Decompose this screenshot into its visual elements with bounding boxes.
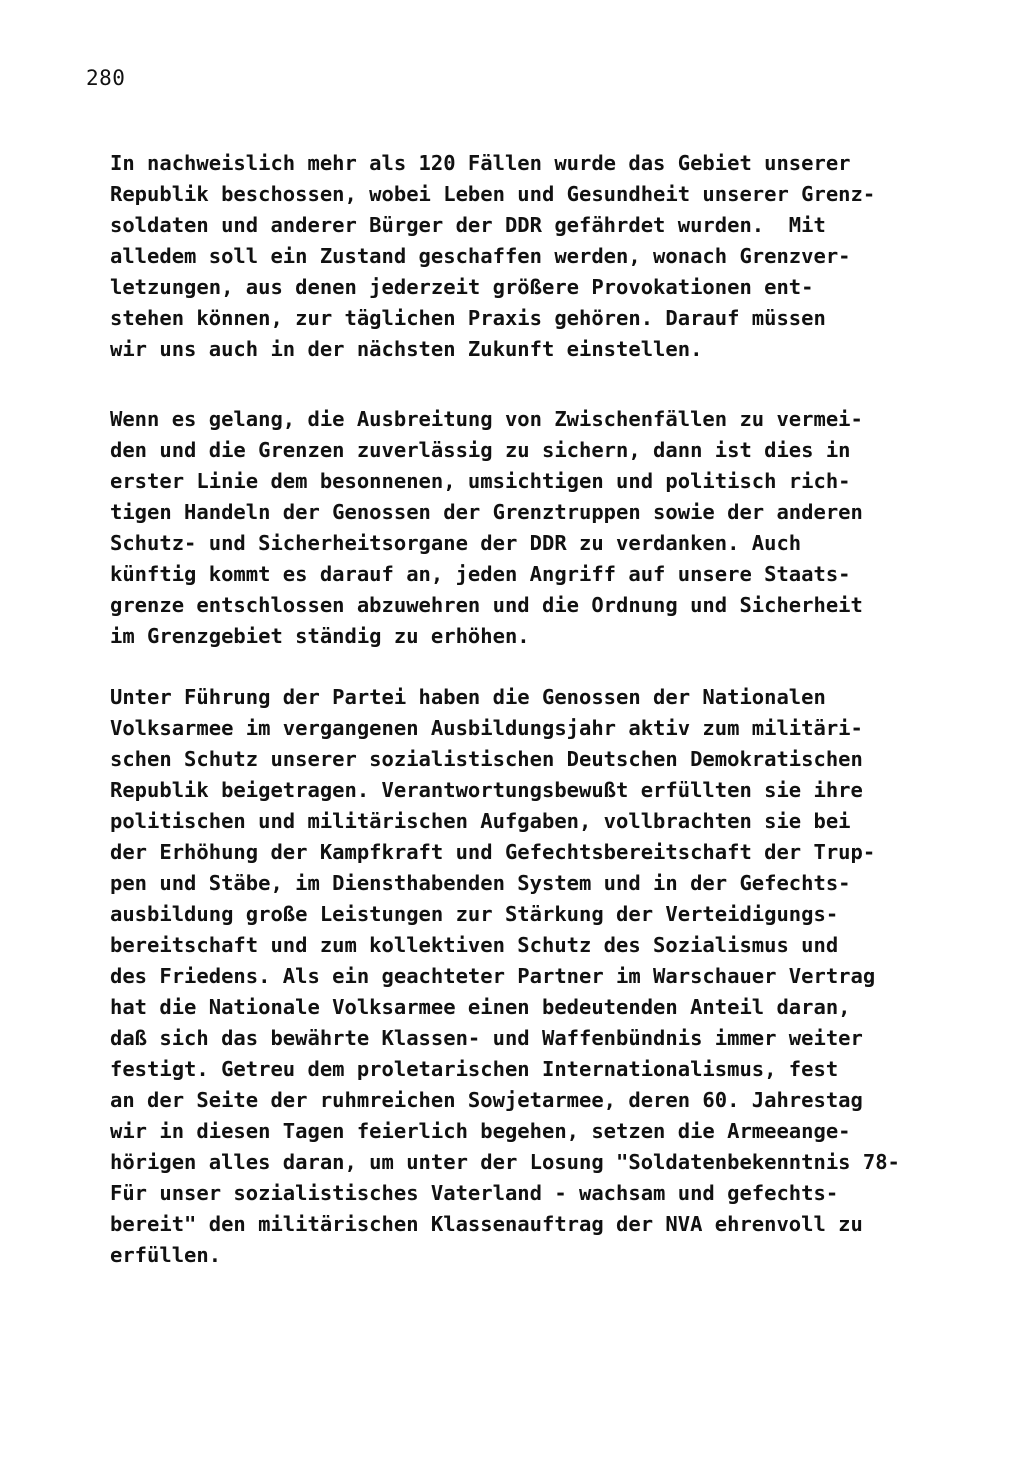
text-line: festigt. Getreu dem proletarischen Internationalismus, fest	[110, 1057, 839, 1081]
text-line: Unter Führung der Partei haben die Genossen der Nationalen	[110, 685, 826, 709]
text-line: Republik beigetragen. Verantwortungsbewußt erfüllten sie ihre	[110, 778, 863, 802]
text-line: erfüllen.	[110, 1243, 222, 1267]
text-line: den und die Grenzen zuverlässig zu sichern, dann ist dies in	[110, 438, 851, 462]
text-line: soldaten und anderer Bürger der DDR gefährdet wurden. Mit	[110, 213, 826, 237]
text-line: pen und Stäbe, im Diensthabenden System und in der Gefechts-	[110, 871, 851, 895]
text-line: hat die Nationale Volksarmee einen bedeutenden Anteil daran,	[110, 995, 851, 1019]
text-line: der Erhöhung der Kampfkraft und Gefechtsbereitschaft der Trup-	[110, 840, 876, 864]
text-line: tigen Handeln der Genossen der Grenztruppen sowie der anderen	[110, 500, 863, 524]
text-line: Republik beschossen, wobei Leben und Gesundheit unserer Grenz-	[110, 182, 876, 206]
text-line: des Friedens. Als ein geachteter Partner im Warschauer Vertrag	[110, 964, 876, 988]
text-line: künftig kommt es darauf an, jeden Angriff auf unsere Staats-	[110, 562, 851, 586]
text-line: ausbildung große Leistungen zur Stärkung der Verteidigungs-	[110, 902, 839, 926]
paragraph-national-peoples-army	[110, 682, 910, 1271]
text-line: bereit" den militärischen Klassenauftrag der NVA ehrenvoll zu	[110, 1212, 863, 1236]
text-line: Volksarmee im vergangenen Ausbildungsjahr aktiv zum militäri-	[110, 716, 863, 740]
text-line: Schutz- und Sicherheitsorgane der DDR zu verdanken. Auch	[110, 531, 802, 555]
paragraph-border-security	[110, 404, 910, 652]
text-line: alledem soll ein Zustand geschaffen werden, wonach Grenzver-	[110, 244, 851, 268]
text-line: schen Schutz unserer sozialistischen Deutschen Demokratischen	[110, 747, 863, 771]
text-line: hörigen alles daran, um unter der Losung "Soldatenbekenntnis 78-	[110, 1150, 900, 1174]
text-line: wir uns auch in der nächsten Zukunft einstellen.	[110, 337, 703, 361]
page-number: 280	[86, 66, 126, 90]
text-line: letzungen, aus denen jederzeit größere Provokationen ent-	[110, 275, 814, 299]
text-line: grenze entschlossen abzuwehren und die Ordnung und Sicherheit	[110, 593, 863, 617]
text-line: an der Seite der ruhmreichen Sowjetarmee, deren 60. Jahrestag	[110, 1088, 863, 1112]
text-line: im Grenzgebiet ständig zu erhöhen.	[110, 624, 530, 648]
text-line: stehen können, zur täglichen Praxis gehören. Darauf müssen	[110, 306, 826, 330]
paragraph-border-incidents	[110, 148, 910, 365]
text-line: daß sich das bewährte Klassen- und Waffenbündnis immer weiter	[110, 1026, 863, 1050]
text-line: bereitschaft und zum kollektiven Schutz des Sozialismus und	[110, 933, 839, 957]
text-line: politischen und militärischen Aufgaben, vollbrachten sie bei	[110, 809, 851, 833]
text-line: Für unser sozialistisches Vaterland - wachsam und gefechts-	[110, 1181, 839, 1205]
text-line: erster Linie dem besonnenen, umsichtigen und politisch rich-	[110, 469, 851, 493]
text-line: wir in diesen Tagen feierlich begehen, setzen die Armeeange-	[110, 1119, 851, 1143]
text-line: Wenn es gelang, die Ausbreitung von Zwischenfällen zu vermei-	[110, 407, 863, 431]
text-line: In nachweislich mehr als 120 Fällen wurde das Gebiet unserer	[110, 151, 851, 175]
